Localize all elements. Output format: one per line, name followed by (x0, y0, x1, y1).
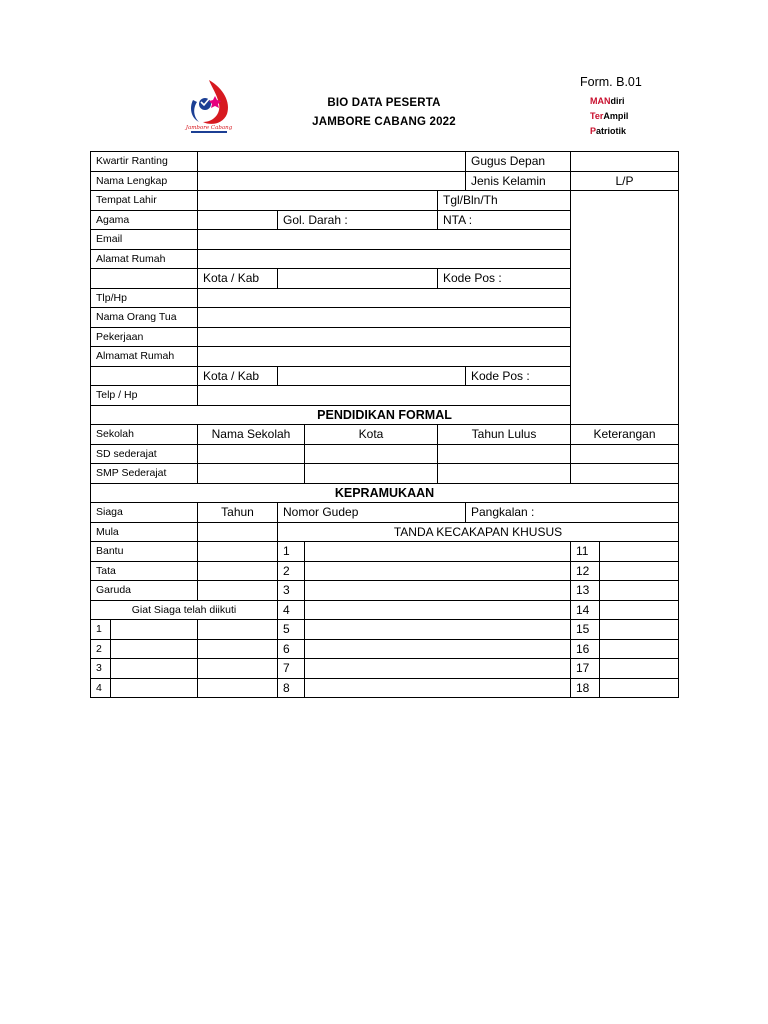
input-giat-2-year[interactable] (198, 639, 278, 659)
motto-line-3: Patriotik (590, 126, 627, 136)
input-giat-4-year[interactable] (198, 678, 278, 698)
input-sd-tahun[interactable] (438, 444, 571, 464)
label-siaga: Siaga (91, 503, 198, 523)
input-tata-tahun[interactable] (198, 561, 278, 581)
input-giat-4-name[interactable] (111, 678, 198, 698)
label-kwartir-ranting: Kwartir Ranting (91, 152, 198, 172)
label-nama-lengkap: Nama Lengkap (91, 171, 198, 191)
table-row (91, 152, 679, 172)
input-pekerjaan[interactable] (198, 327, 571, 347)
tkk-number: 14 (571, 600, 600, 620)
row-label-smp: SMP Sederajat (91, 464, 198, 484)
label-kota-kab: Kota / Kab (198, 269, 278, 289)
input-tkk-16[interactable] (600, 639, 679, 659)
tkk-number: 1 (278, 542, 305, 562)
tkk-number: 3 (278, 581, 305, 601)
label-tlp-hp: Tlp/Hp (91, 288, 198, 308)
giat-number: 3 (91, 659, 111, 679)
tkk-number: 16 (571, 639, 600, 659)
col-header-keterangan: Keterangan (571, 425, 679, 445)
input-tkk-4[interactable] (305, 600, 571, 620)
input-jenis-kelamin[interactable]: L/P (571, 171, 679, 191)
table-row (91, 503, 679, 523)
input-gugus-depan[interactable] (571, 152, 679, 172)
label-tempat-lahir: Tempat Lahir (91, 191, 198, 211)
input-sd-nama[interactable] (198, 444, 305, 464)
input-kwartir-ranting[interactable] (198, 152, 466, 172)
table-row (91, 405, 679, 425)
tkk-number: 7 (278, 659, 305, 679)
label-kota-kab-2: Kota / Kab (198, 366, 278, 386)
tkk-heading: TANDA KECAKAPAN KHUSUS (278, 522, 679, 542)
label-agama: Agama (91, 210, 198, 230)
input-tkk-6[interactable] (305, 639, 571, 659)
input-alamat-rumah[interactable] (198, 249, 571, 269)
input-telp-hp[interactable] (198, 386, 679, 406)
input-sd-kota[interactable] (305, 444, 438, 464)
table-row (91, 678, 679, 698)
input-tkk-18[interactable] (600, 678, 679, 698)
tkk-number: 12 (571, 561, 600, 581)
table-row (91, 386, 679, 406)
label-telp-hp: Telp / Hp (91, 386, 198, 406)
table-row (91, 464, 679, 484)
tkk-number: 4 (278, 600, 305, 620)
label-giat-siaga: Giat Siaga telah diikuti (91, 600, 278, 620)
col-header-tahun: Tahun (198, 503, 278, 523)
table-row (91, 639, 679, 659)
input-nama-lengkap[interactable] (198, 171, 466, 191)
label-pekerjaan: Pekerjaan (91, 327, 198, 347)
empty-cell (91, 269, 198, 289)
input-smp-tahun[interactable] (438, 464, 571, 484)
input-giat-2-name[interactable] (111, 639, 198, 659)
table-row (91, 581, 679, 601)
label-nama-orang-tua: Nama Orang Tua (91, 308, 198, 328)
input-tkk-3[interactable] (305, 581, 571, 601)
tkk-number: 17 (571, 659, 600, 679)
label-gol-darah: Gol. Darah : (278, 210, 438, 230)
table-row (91, 561, 679, 581)
input-email[interactable] (198, 230, 571, 250)
motto-line-2: TerAmpil (590, 111, 629, 121)
tkk-number: 18 (571, 678, 600, 698)
tkk-number: 15 (571, 620, 600, 640)
tkk-number: 13 (571, 581, 600, 601)
label-kode-pos: Kode Pos : (438, 269, 571, 289)
input-smp-nama[interactable] (198, 464, 305, 484)
table-row (91, 600, 679, 620)
label-jenis-kelamin: Jenis Kelamin (466, 171, 571, 191)
biodata-table (90, 151, 679, 698)
table-row (91, 620, 679, 640)
svg-text:Jambore Cabang: Jambore Cabang (185, 125, 233, 131)
table-row (91, 425, 679, 445)
label-garuda: Garuda (91, 581, 198, 601)
input-tkk-5[interactable] (305, 620, 571, 640)
form-title: BIO DATA PESERTA (327, 97, 441, 109)
input-giat-1-year[interactable] (198, 620, 278, 640)
table-row (91, 191, 679, 211)
label-alamat-rumah: Alamat Rumah (91, 249, 198, 269)
input-agama[interactable] (198, 210, 278, 230)
input-garuda-tahun[interactable] (198, 581, 278, 601)
tkk-number: 11 (571, 542, 600, 562)
tkk-number: 6 (278, 639, 305, 659)
table-row (91, 522, 679, 542)
input-tkk-17[interactable] (600, 659, 679, 679)
giat-number: 4 (91, 678, 111, 698)
label-gugus-depan: Gugus Depan (466, 152, 571, 172)
table-row (91, 542, 679, 562)
table-row (91, 659, 679, 679)
table-row (91, 483, 679, 503)
input-sd-keterangan[interactable] (571, 444, 679, 464)
label-bantu: Bantu (91, 542, 198, 562)
input-smp-keterangan[interactable] (571, 464, 679, 484)
section-heading-pendidikan: PENDIDIKAN FORMAL (91, 405, 679, 425)
col-header-kota: Kota (305, 425, 438, 445)
input-giat-3-name[interactable] (111, 659, 198, 679)
input-tkk-14[interactable] (600, 600, 679, 620)
section-heading-kepramukaan: KEPRAMUKAAN (91, 483, 679, 503)
input-tlp-hp[interactable] (198, 288, 571, 308)
label-kode-pos-2: Kode Pos : (466, 366, 571, 386)
input-tkk-1[interactable] (305, 542, 571, 562)
col-header-pangkalan: Pangkalan : (466, 503, 679, 523)
giat-number: 2 (91, 639, 111, 659)
col-header-sekolah: Sekolah (91, 425, 198, 445)
tkk-number: 2 (278, 561, 305, 581)
input-tkk-13[interactable] (600, 581, 679, 601)
input-giat-3-year[interactable] (198, 659, 278, 679)
empty-cell (91, 366, 198, 386)
col-header-nama-sekolah: Nama Sekolah (198, 425, 305, 445)
input-bantu-tahun[interactable] (198, 542, 278, 562)
label-mula: Mula (91, 522, 198, 542)
input-mula-tahun[interactable] (198, 522, 278, 542)
input-nama-orang-tua[interactable] (198, 308, 571, 328)
input-tkk-11[interactable] (600, 542, 679, 562)
label-tata: Tata (91, 561, 198, 581)
label-tgl-bln-th: Tgl/Bln/Th (438, 191, 571, 211)
label-nta: NTA : (438, 210, 571, 230)
label-email: Email (91, 230, 198, 250)
label-almamat-rumah: Almamat Rumah (91, 347, 198, 367)
input-almamat-rumah[interactable] (198, 347, 571, 367)
giat-number: 1 (91, 620, 111, 640)
input-kota-kab[interactable] (278, 269, 438, 289)
row-label-sd: SD sederajat (91, 444, 198, 464)
col-header-nomor-gudep: Nomor Gudep (278, 503, 466, 523)
col-header-tahun-lulus: Tahun Lulus (438, 425, 571, 445)
input-tkk-2[interactable] (305, 561, 571, 581)
form-number: Form. B.01 (580, 75, 642, 89)
form-subtitle: JAMBORE CABANG 2022 (312, 116, 456, 128)
motto-line-1: MANdiri (590, 96, 625, 106)
tkk-number: 5 (278, 620, 305, 640)
input-kota-kab-2[interactable] (278, 366, 466, 386)
input-tempat-lahir[interactable] (198, 191, 438, 211)
input-tkk-15[interactable] (600, 620, 679, 640)
table-row (91, 444, 679, 464)
table-row (91, 171, 679, 191)
input-tkk-7[interactable] (305, 659, 571, 679)
input-tkk-8[interactable] (305, 678, 571, 698)
input-giat-1-name[interactable] (111, 620, 198, 640)
input-smp-kota[interactable] (305, 464, 438, 484)
input-tkk-12[interactable] (600, 561, 679, 581)
tkk-number: 8 (278, 678, 305, 698)
